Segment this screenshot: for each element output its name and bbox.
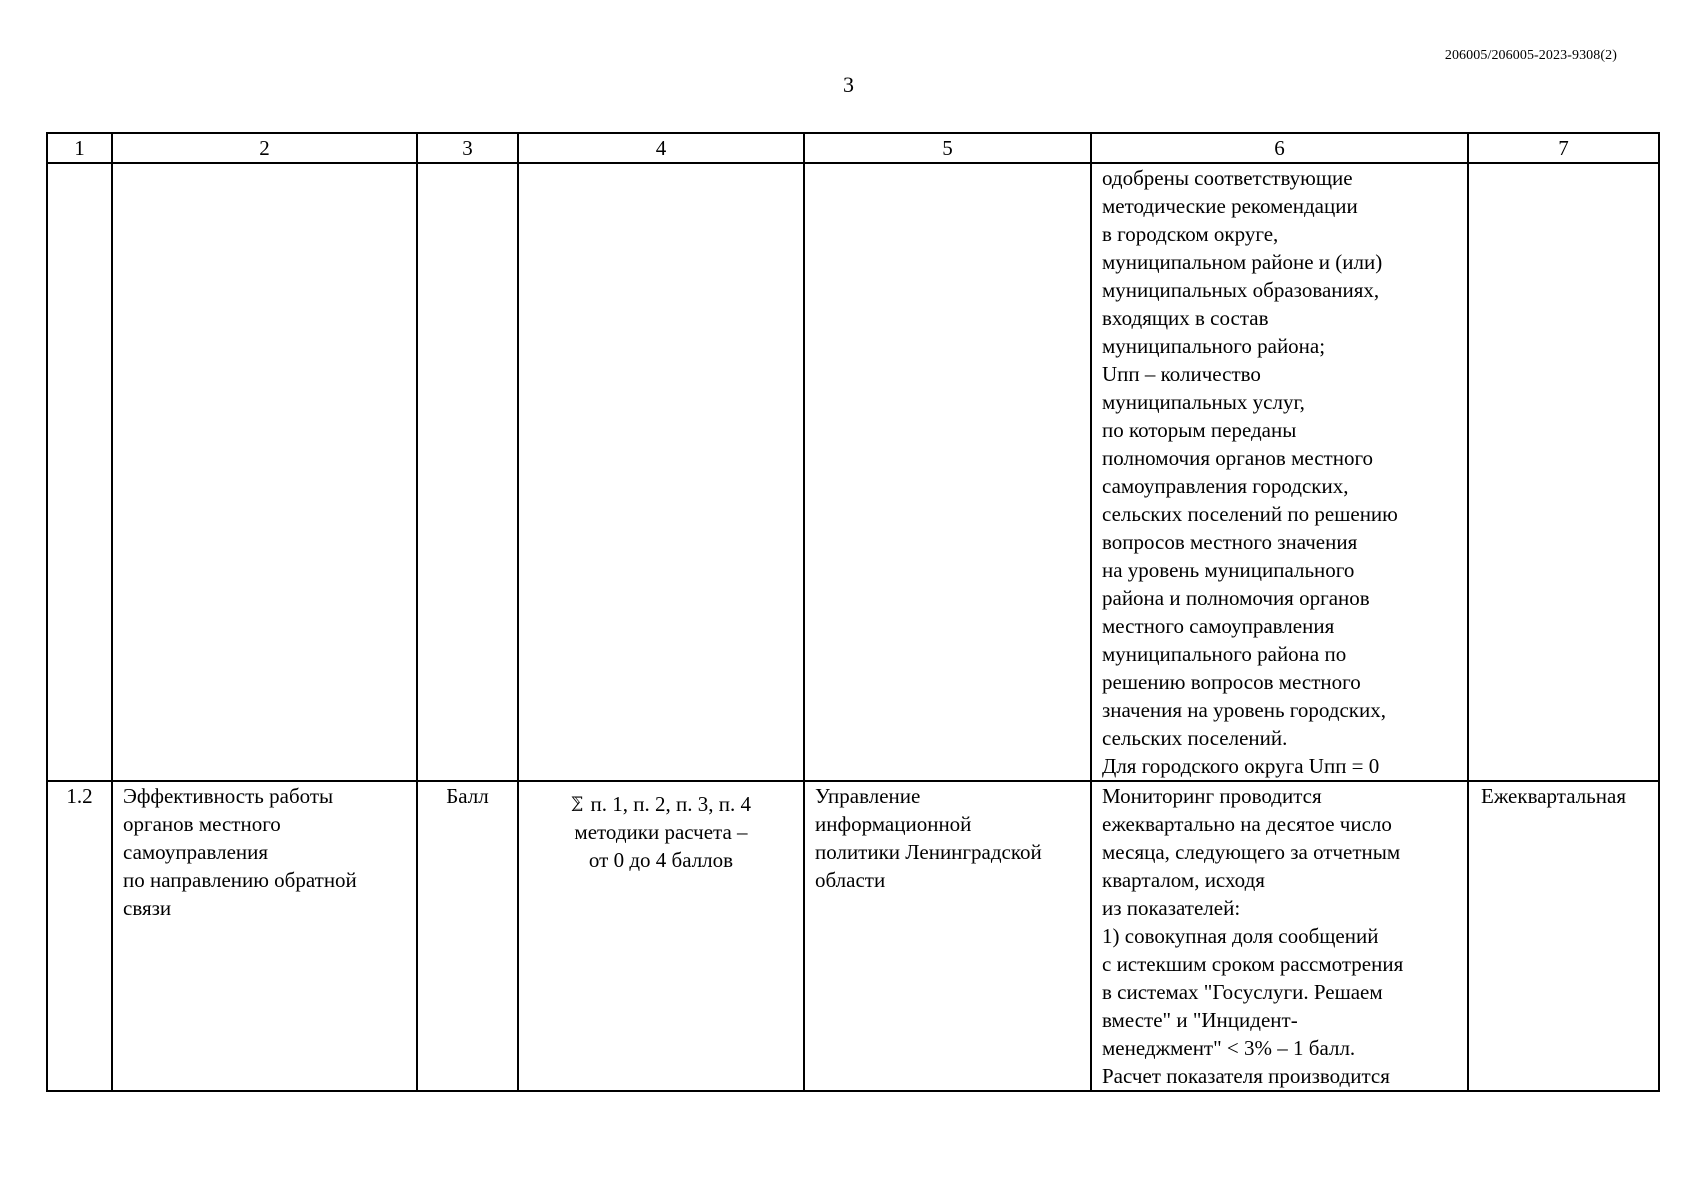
indicator-name-cell <box>112 781 417 1091</box>
text-line: ежеквартально на десятое число <box>1102 812 1392 836</box>
table-row-continuation <box>47 163 1659 781</box>
text-line: методики расчета – <box>574 820 748 844</box>
text-line: методические рекомендации <box>1102 194 1358 218</box>
text-line: района и полномочия органов <box>1102 586 1370 610</box>
text-line: Управление <box>815 784 921 808</box>
text-line: кварталом, исходя <box>1102 868 1265 892</box>
table-row-1-2 <box>47 781 1659 1091</box>
text-line: одобрены соответствующие <box>1102 166 1353 190</box>
sum-symbol-icon: ⅀ <box>571 795 583 812</box>
row-number-cell: 1.2 <box>47 781 112 1091</box>
indicators-table <box>46 132 1660 1092</box>
text-line: самоуправления <box>123 840 269 864</box>
text-line: Эффективность работы <box>123 784 334 808</box>
text-line: местного самоуправления <box>1102 614 1335 638</box>
text-line: политики Ленинградской <box>815 840 1042 864</box>
column-header-4: 4 <box>518 133 804 163</box>
text-line: по направлению обратной <box>123 868 357 892</box>
text-line: муниципальных услуг, <box>1102 390 1305 414</box>
column-header-3: 3 <box>417 133 518 163</box>
text-line: самоуправления городских, <box>1102 474 1349 498</box>
cont-description-cell <box>1091 163 1468 781</box>
text-line: в системах "Госуслуги. Решаем <box>1102 980 1383 1004</box>
text-line: из показателей: <box>1102 896 1241 920</box>
cont-cell-5 <box>804 163 1091 781</box>
text-line: области <box>815 868 886 892</box>
text-line: сельских поселений. <box>1102 726 1288 750</box>
text-line: связи <box>123 896 172 920</box>
text-line: информационной <box>815 812 972 836</box>
column-header-6: 6 <box>1091 133 1468 163</box>
cont-cell-1 <box>47 163 112 781</box>
unit-cell: Балл <box>417 781 518 1091</box>
text-line: Мониторинг проводится <box>1102 784 1322 808</box>
column-header-1: 1 <box>47 133 112 163</box>
text-line: Для городского округа Uпп = 0 <box>1102 754 1380 778</box>
column-number-row <box>47 133 1659 163</box>
cont-cell-2 <box>112 163 417 781</box>
page-number: 3 <box>843 72 854 97</box>
description-cell <box>1091 781 1468 1091</box>
column-header-7: 7 <box>1468 133 1659 163</box>
text-line: муниципального района по <box>1102 642 1347 666</box>
text-line: вместе" и "Инцидент- <box>1102 1008 1298 1032</box>
periodicity-cell: Ежеквартальная <box>1468 781 1659 1091</box>
method-cell <box>518 781 804 1091</box>
text-line: полномочия органов местного <box>1102 446 1374 470</box>
text-line: вопросов местного значения <box>1102 530 1358 554</box>
cont-cell-3 <box>417 163 518 781</box>
text-line: муниципальных образованиях, <box>1102 278 1380 302</box>
text-line: решению вопросов местного <box>1102 670 1361 694</box>
method-first-line: п. 1, п. 2, п. 3, п. 4 <box>590 792 751 816</box>
responsible-cell <box>804 781 1091 1091</box>
text-line: значения на уровень городских, <box>1102 698 1386 722</box>
column-header-2: 2 <box>112 133 417 163</box>
text-line: в городском округе, <box>1102 222 1279 246</box>
document-code: 206005/206005-2023-9308(2) <box>1444 48 1617 63</box>
column-header-5: 5 <box>804 133 1091 163</box>
text-line: муниципального района; <box>1102 334 1326 358</box>
text-line: с истекшим сроком рассмотрения <box>1102 952 1404 976</box>
text-line: сельских поселений по решению <box>1102 502 1398 526</box>
text-line: от 0 до 4 баллов <box>588 848 734 872</box>
cont-cell-7 <box>1468 163 1659 781</box>
method-lines <box>529 818 793 874</box>
text-line: органов местного <box>123 812 281 836</box>
text-line: Uпп – количество <box>1102 362 1261 386</box>
text-line: муниципальном районе и (или) <box>1102 250 1383 274</box>
text-line: на уровень муниципального <box>1102 558 1355 582</box>
text-line: месяца, следующего за отчетным <box>1102 840 1401 864</box>
text-line: по которым переданы <box>1102 418 1297 442</box>
text-line: менеджмент" < 3% – 1 балл. <box>1102 1036 1356 1060</box>
cont-cell-4 <box>518 163 804 781</box>
text-line: входящих в состав <box>1102 306 1269 330</box>
text-line: Расчет показателя производится <box>1102 1064 1390 1088</box>
text-line: 1) совокупная доля сообщений <box>1102 924 1379 948</box>
